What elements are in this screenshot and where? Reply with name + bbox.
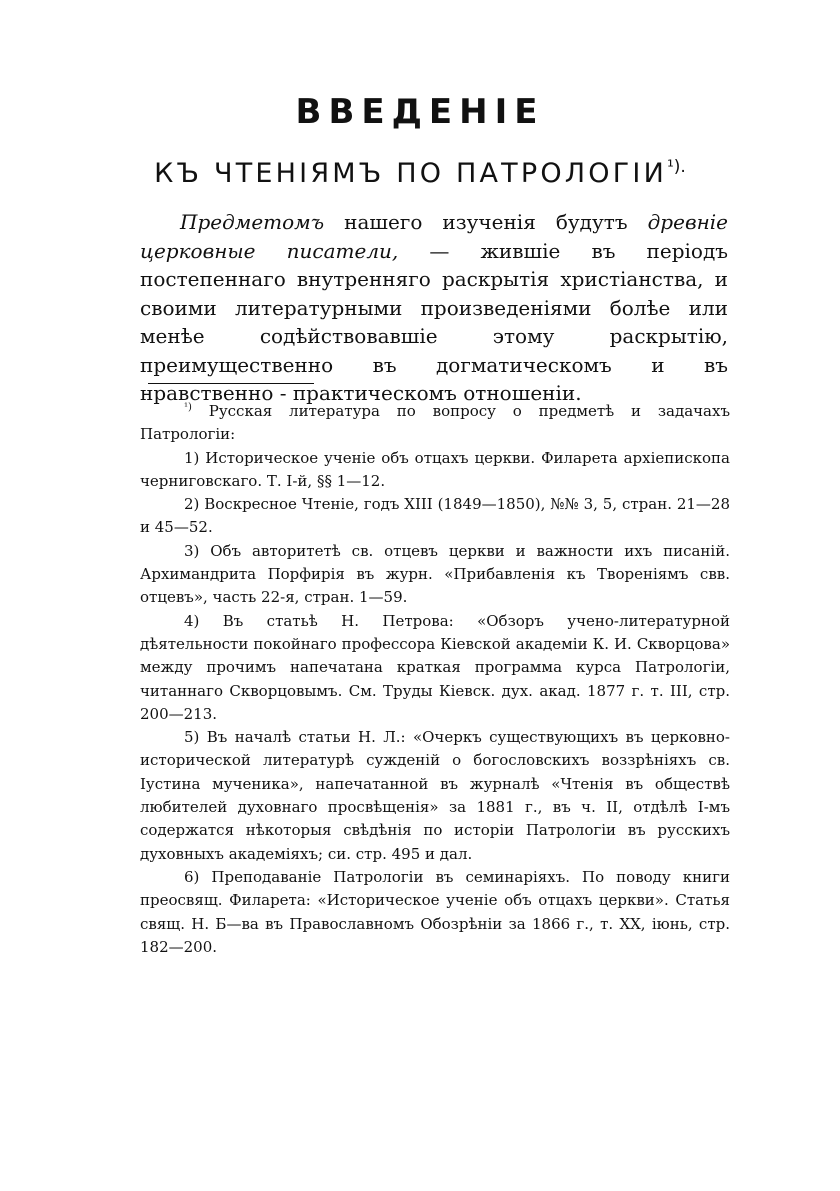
footnote-item-2: 2) Воскресное Чтеніе, годъ XIII (1849—1850), №№ 3, 5, стран. 21—28 и 45—52. — [140, 495, 730, 537]
intro-text-1: нашего изученія будутъ — [324, 210, 648, 234]
page-subtitle — [0, 150, 840, 191]
footnote-item-1: 1) Историческое ученіе объ отцахъ церкви. Филарета архіепископа черниговскаго. Т. І-й, §§ 1—12. — [140, 448, 730, 490]
intro-paragraph — [140, 208, 728, 408]
subtitle-text: КЪ ЧТЕНІЯМЪ ПО ПАТРОЛОГІИ — [154, 158, 667, 189]
intro-italic-writers: древніе церковные писатели, — [140, 210, 728, 263]
footnote-divider — [148, 383, 314, 384]
footnote-heading — [140, 396, 730, 447]
intro-italic-subject: Предметомъ — [180, 210, 325, 234]
footnotes — [140, 396, 730, 959]
footnote-item-3: 3) Объ авторитетѣ св. отцевъ церкви и важности ихъ писаній. Архимандрита Порфирія въ журн. «Прибавленія къ Твореніямъ свв. отцевъ», часть 22-я, стран. 1—59. — [140, 541, 730, 607]
footnote-reference: ¹). — [666, 157, 686, 177]
footnote-item-5: 5) Въ началѣ статьи Н. Л.: «Очеркъ существующихъ въ церковно-исторической литературѣ сужденій о богословскихъ воззрѣніяхъ св. Іустина мученика», напечатанной въ журналѣ «Чтенія въ обществѣ любителей духовнаго просвѣщенія» за 1881 г., въ ч. II, отдѣлѣ І-мъ содержатся нѣкоторыя свѣдѣнія по исторіи Патрологіи въ русскихъ духовныхъ академіяхъ; си. стр. 495 и дал. — [140, 728, 730, 863]
footnote-item-4: 4) Въ статьѣ Н. Петрова: «Обзоръ учено-литературной дѣятельности покойнаго профессора Кіевской академіи К. И. Скворцова» между прочимъ напечатана краткая программа курса Патрологіи, читаннаго Скворцовымъ. См. Труды Кіевск. дух. акад. 1877 г. т. III, стр. 200—213. — [140, 611, 730, 723]
intro-text-2: — жившіе въ періодъ постепеннаго внутренняго раскрытія христіанства, и своими литературными произведеніями болѣе или менѣе содѣйствовавшіе этому раскрытію, преимущественно въ догматическомъ и въ нравственно - практическомъ отношеніи. — [140, 238, 728, 405]
page-title: ВВЕДЕНІЕ — [295, 92, 545, 132]
footnote-mark: ¹) — [184, 402, 192, 413]
footnote-heading-text: Русская литература по вопросу о предметѣ и задачахъ Патрологіи: — [140, 402, 730, 444]
footnote-item-6: 6) Преподаваніе Патрологіи въ семинаріяхъ. По поводу книги преосвящ. Филарета: «Историческое ученіе объ отцахъ церкви». Статья свящ. Н. Б—ва въ Православномъ Обозрѣніи за 1866 г., т. XX, іюнь, стр. 182—200. — [140, 867, 730, 956]
